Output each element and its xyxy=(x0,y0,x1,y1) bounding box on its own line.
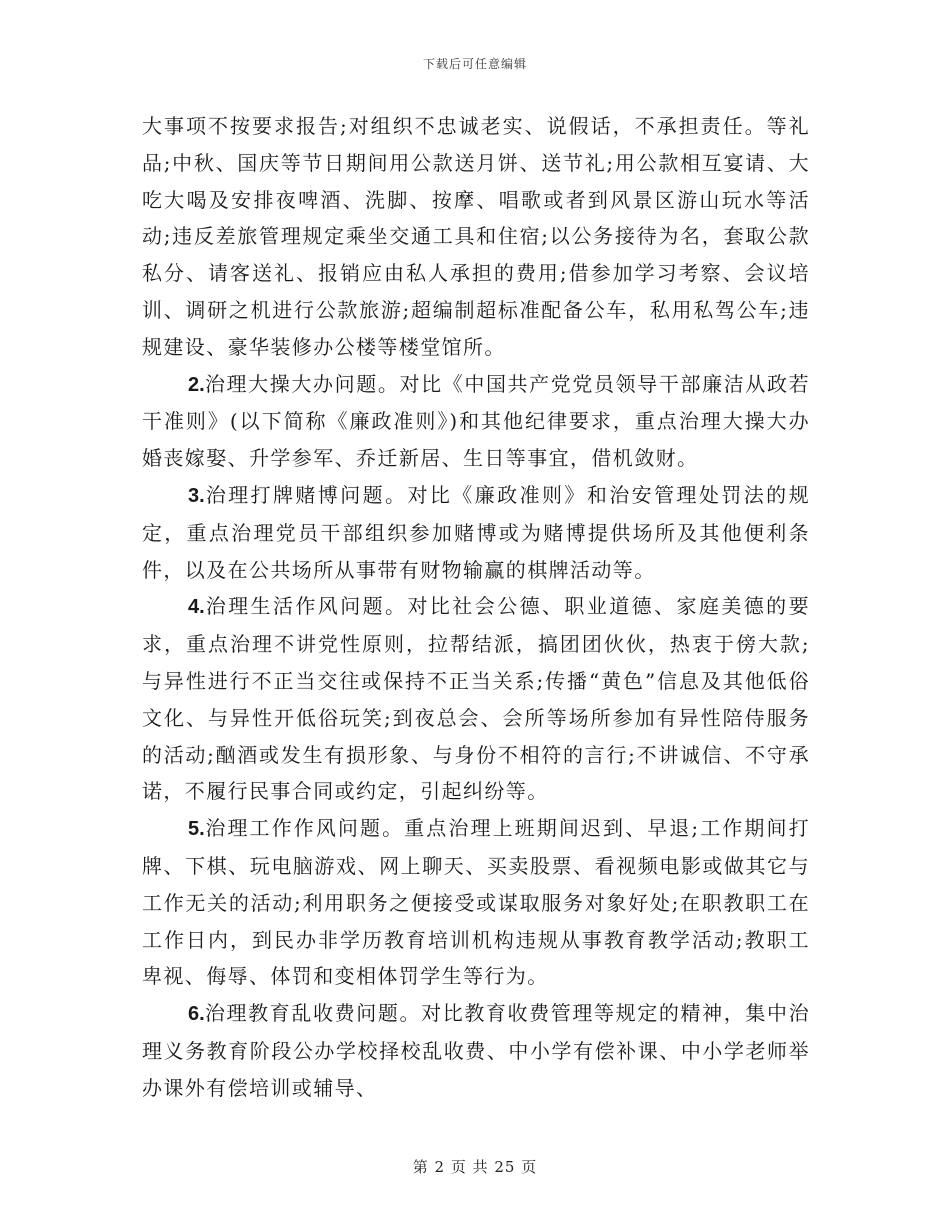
page-header: 下载后可任意编辑 xyxy=(422,57,527,71)
document-body xyxy=(142,108,810,1107)
item-number: 5. xyxy=(188,818,205,841)
paragraph-item-5 xyxy=(142,810,810,995)
paragraph-text: 治理工作作风问题。重点治理上班期间迟到、早退;工作期间打牌、下棋、玩电脑游戏、网上聊天、买卖股票、看视频电影或做其它与工作无关的活动;利用职务之便接受或谋取服务对象好处;在职教职工在工作日内，到民办非学历教育培训机构违规从事教育教学活动;教职工卑视、侮辱、体罚和变相体罚学生等行为。 xyxy=(142,816,810,989)
paragraph-continuation xyxy=(142,108,810,366)
page-footer: 第 2 页 共 25 页 xyxy=(412,1158,538,1176)
item-number: 2. xyxy=(188,373,205,396)
paragraph-text: 治理打牌赌博问题。对比《廉政准则》和治安管理处罚法的规定，重点治理党员干部组织参加赌博或为赌博提供场所及其他便利条件，以及在公共场所从事带有财物输赢的棋牌活动等。 xyxy=(142,482,810,582)
paragraph-text: 治理生活作风问题。对比社会公德、职业道德、家庭美德的要求，重点治理不讲党性原则，拉帮结派，搞团团伙伙，热衷于傍大款;与异性进行不正当交往或保持不正当关系;传播“黄色”信息及其他低俗文化、与异性开低俗玩笑;到夜总会、会所等场所参加有异性陪侍服务的活动;酗酒或发生有损形象、与身份不相符的言行;不讲诚信、不守承诺，不履行民事合同或约定，引起纠纷等。 xyxy=(142,594,810,804)
item-number: 3. xyxy=(188,484,205,507)
paragraph-item-3 xyxy=(142,477,810,588)
item-number: 4. xyxy=(188,596,205,619)
paragraph-text: 治理教育乱收费问题。对比教育收费管理等规定的精神，集中治理义务教育阶段公办学校择校乱收费、中小学有偿补课、中小学老师举办课外有偿培训或辅导、 xyxy=(142,1001,810,1100)
paragraph-text: 大事项不按要求报告;对组织不忠诚老实、说假话，不承担责任。等礼品;中秋、国庆等节日期间用公款送月饼、送节礼;用公款相互宴请、大吃大喝及安排夜啤酒、洗脚、按摩、唱歌或者到风景区游山玩水等活动;违反差旅管理规定乘坐交通工具和住宿;以公务接待为名，套取公款私分、请客送礼、报销应由私人承担的费用;借参加学习考察、会议培训、调研之机进行公款旅游;超编制超标准配备公车，私用私驾公车;违规建设、豪华装修办公楼等楼堂馆所。 xyxy=(142,114,810,359)
paragraph-text: 治理大操大办问题。对比《中国共产党党员领导干部廉洁从政若干准则》(以下简称《廉政准则》)和其他纪律要求，重点治理大操大办婚丧嫁娶、升学参军、乔迁新居、生日等事宜，借机敛财。 xyxy=(142,371,810,471)
paragraph-item-4 xyxy=(142,588,810,810)
paragraph-item-2 xyxy=(142,366,810,477)
paragraph-item-6 xyxy=(142,995,810,1106)
item-number: 6. xyxy=(188,1003,205,1026)
